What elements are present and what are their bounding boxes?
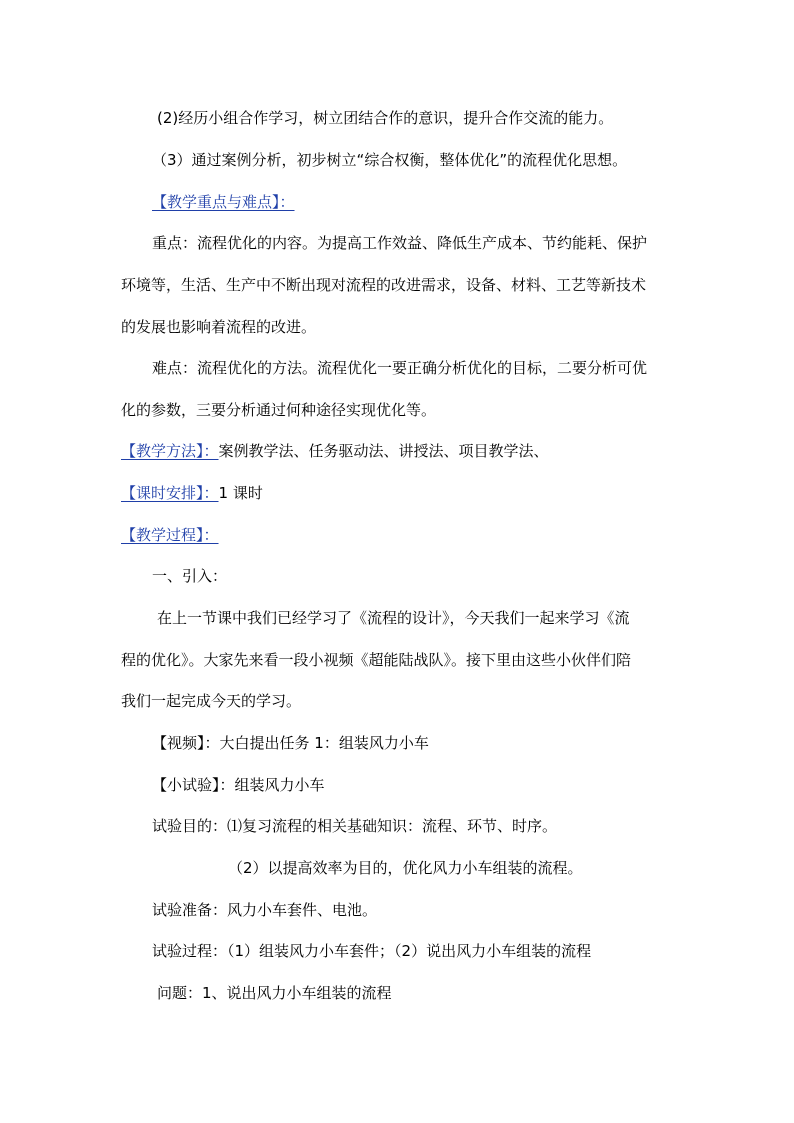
class-hours-heading: 【课时安排】：: [121, 484, 219, 502]
preparation-line: 试验准备：风力小车套件、电池。: [152, 901, 378, 919]
intro-line-2: 程的优化》。大家先来看一段小视频《超能陆战队》。接下里由这些小伙伴们陪: [121, 651, 632, 669]
teaching-method-line: [121, 441, 549, 461]
key-point-line-1: 重点：流程优化的内容。为提高工作效益、降低生产成本、节约能耗、保护: [152, 234, 648, 252]
class-hours-text: 1 课时: [218, 484, 263, 502]
teaching-process-heading: 【教学过程】：: [121, 526, 219, 544]
teaching-method-heading: 【教学方法】：: [121, 442, 219, 460]
key-difficulty-heading: 【教学重点与难点】：: [152, 193, 295, 211]
goal-2: (2)经历小组合作学习，树立团结合作的意识，提升合作交流的能力。: [157, 109, 614, 127]
class-hours-line: [121, 483, 263, 503]
intro-line-1: 在上一节课中我们已经学习了《流程的设计》，今天我们一起来学习《流: [157, 609, 630, 627]
key-point-line-3: 的发展也影响着流程的改进。: [121, 318, 317, 336]
purpose-line-1: 试验目的：⑴复习流程的相关基础知识：流程、环节、时序。: [152, 817, 558, 835]
difficulty-line-1: 难点：流程优化的方法。流程优化一要正确分析优化的目标，二要分析可优: [152, 359, 648, 377]
intro-title: 一、引入：: [152, 567, 228, 585]
question-line: 问题：1、说出风力小车组装的流程: [157, 984, 392, 1002]
intro-line-3: 我们一起完成今天的学习。: [121, 692, 302, 710]
purpose-line-2: （2）以提高效率为目的，优化风力小车组装的流程。: [228, 859, 583, 877]
goal-3: （3）通过案例分析，初步树立“综合权衡，整体优化”的流程优化思想。: [152, 151, 628, 169]
procedure-line: 试验过程：（1）组装风力小车套件；（2）说出风力小车组装的流程: [152, 942, 592, 960]
experiment-line: 【小试验】：组装风力小车: [152, 776, 325, 794]
difficulty-line-2: 化的参数，三要分析通过何种途径实现优化等。: [121, 401, 437, 419]
teaching-method-text: 案例教学法、任务驱动法、讲授法、项目教学法、: [218, 442, 549, 460]
key-point-line-2: 环境等，生活、生产中不断出现对流程的改进需求，设备、材料、工艺等新技术: [121, 276, 647, 294]
video-line: 【视频】：大白提出任务 1：组装风力小车: [152, 734, 429, 752]
